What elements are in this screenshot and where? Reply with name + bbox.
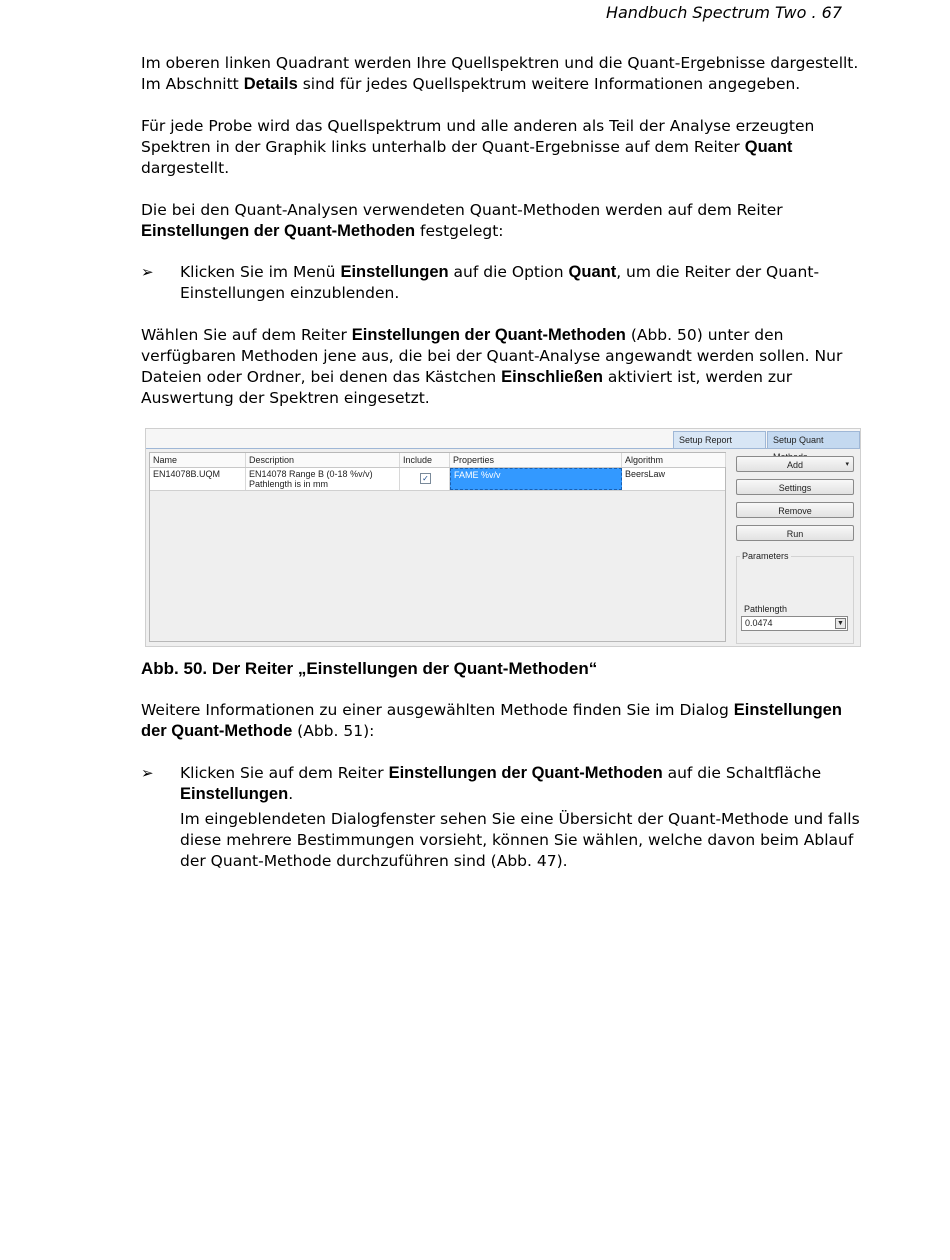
text: .	[288, 785, 294, 803]
pathlength-value: 0.0474	[745, 618, 773, 628]
description-line: Pathlength is in mm	[249, 479, 329, 489]
run-button[interactable]: Run	[736, 525, 854, 541]
bold-term: Einschließen	[501, 368, 603, 386]
paragraph-methods	[141, 200, 866, 242]
column-header-include[interactable]: Include	[400, 453, 450, 467]
bullet-arrow-icon: ➢	[141, 764, 154, 782]
text: Weitere Informationen zu einer ausgewählten Methode finden Sie im Dialog	[141, 701, 734, 719]
text: Klicken Sie auf dem Reiter	[180, 764, 389, 782]
bullet-arrow-icon: ➢	[141, 263, 154, 281]
text: Im oberen linken Quadrant werden Ihre Quellspektren und die Quant-Ergebnisse dargestellt. Im Abschnitt	[141, 54, 859, 93]
text: , um die Reiter der Quant-Einstellungen einzublenden.	[180, 263, 820, 302]
page-header: Handbuch Spectrum Two . 67	[605, 3, 842, 22]
text: auf die Option	[448, 263, 569, 281]
bold-term: Details	[243, 75, 298, 93]
bold-term: Einstellungen der Quant-Methoden	[141, 222, 416, 240]
table-row[interactable]	[150, 468, 725, 491]
bold-term: Quant	[744, 138, 793, 156]
cell-algorithm: BeersLaw	[625, 469, 666, 479]
text: (Abb. 50) unter den verfügbaren Methoden jene aus, die bei der Quant-Analyse angewandt werden sollen. Nur Dateien oder Ordner, bei denen das Kästchen	[141, 326, 843, 386]
settings-button[interactable]: Settings	[736, 479, 854, 495]
text: festgelegt:	[415, 222, 504, 240]
pathlength-label: Pathlength	[744, 604, 788, 614]
cell-name: EN14078B.UQM	[150, 468, 246, 490]
text: sind für jedes Quellspektrum weitere Informationen angegeben.	[297, 75, 801, 93]
column-header-description[interactable]: Description	[246, 453, 400, 467]
paragraph-sample	[141, 116, 866, 179]
bold-term: Einstellungen der Quant-Methoden	[351, 326, 626, 344]
remove-button[interactable]: Remove	[736, 502, 854, 518]
column-header-name[interactable]: Name	[150, 453, 246, 467]
bullet-instruction-menu	[180, 262, 860, 304]
description-line: EN14078 Range B (0-18 %v/v)	[249, 469, 373, 479]
tab-setup-report-defaults[interactable]: Setup Report	[673, 431, 766, 448]
text: dargestellt.	[141, 159, 230, 177]
bold-term: Einstellungen der Quant-Methode	[141, 701, 842, 740]
methods-table	[149, 452, 726, 642]
column-header-algorithm[interactable]: Algorithm	[622, 453, 726, 467]
bold-term: Einstellungen der Quant-Methoden	[388, 764, 663, 782]
text: auf die Schaltfläche	[662, 764, 822, 782]
include-checkbox[interactable]: ✓	[420, 473, 431, 484]
figure-caption: Abb. 50. Der Reiter „Einstellungen der Quant-Methoden“	[141, 659, 598, 678]
cell-properties[interactable]: FAME %v/v	[450, 468, 622, 490]
text: (Abb. 51):	[292, 722, 375, 740]
tab-bar	[146, 429, 860, 449]
add-button[interactable]	[736, 456, 854, 472]
parameters-label: Parameters	[742, 551, 789, 561]
text: aktiviert ist, werden zur Auswertung der Spektren eingesetzt.	[141, 368, 793, 407]
text: Wählen Sie auf dem Reiter	[141, 326, 352, 344]
cell-include	[400, 468, 450, 490]
dropdown-arrow-icon: ▾	[845, 461, 849, 468]
text: Die bei den Quant-Analysen verwendeten Quant-Methoden werden auf dem Reiter	[141, 201, 783, 219]
bold-term: Quant	[568, 263, 617, 281]
paragraph-more-info	[141, 700, 866, 742]
text: Für jede Probe wird das Quellspektrum und alle anderen als Teil der Analyse erzeugten Spektren in der Graphik links unterhalb der Quant-Ergebnisse auf dem Reiter	[141, 117, 815, 156]
column-header-properties[interactable]: Properties	[450, 453, 622, 467]
cell-description	[246, 468, 400, 490]
paragraph-quadrant	[141, 53, 866, 95]
table-header	[150, 453, 725, 468]
dropdown-arrow-icon[interactable]: ▼	[835, 618, 846, 629]
paragraph-dialog-overview: Im eingeblendeten Dialogfenster sehen Sie eine Übersicht der Quant-Methode und falls diese mehrere Bestimmungen vorsieht, können Sie wählen, welche davon beim Ablauf der Quant-Methode durchzuführen sind (Abb. 47).	[180, 810, 860, 870]
add-button-label: Add	[786, 460, 803, 470]
bold-term: Einstellungen	[180, 785, 289, 803]
tab-setup-quant-methods[interactable]: Setup Quant	[767, 431, 860, 448]
bold-term: Einstellungen	[340, 263, 449, 281]
quant-methods-screenshot	[145, 428, 861, 647]
pathlength-combobox[interactable]	[741, 616, 848, 631]
paragraph-select-methods	[141, 325, 866, 409]
bullet-instruction-settings	[180, 763, 860, 805]
text: Klicken Sie im Menü	[180, 263, 341, 281]
